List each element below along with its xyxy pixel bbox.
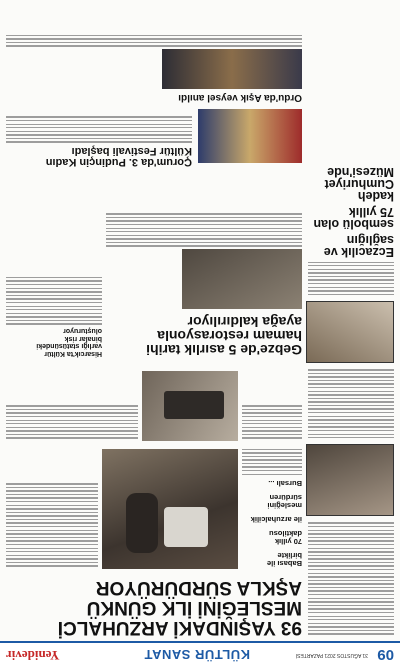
side-photo bbox=[306, 445, 394, 517]
main-column bbox=[6, 7, 302, 637]
text-line bbox=[6, 558, 98, 559]
deck-line: mesleğini sürdüren bbox=[267, 493, 302, 510]
text-line bbox=[242, 420, 302, 421]
corum-headline-line: Çorum'da 3. Pudinçin Kadın bbox=[45, 156, 192, 168]
text-line bbox=[308, 376, 394, 377]
text-line bbox=[242, 474, 302, 475]
text-line bbox=[6, 497, 98, 498]
gebze-headline bbox=[106, 211, 302, 357]
text-line bbox=[6, 548, 98, 549]
page-number: 09 bbox=[377, 646, 394, 663]
text-line bbox=[242, 463, 302, 464]
text-line bbox=[308, 394, 394, 395]
photo-figure bbox=[126, 493, 158, 553]
text-line bbox=[6, 512, 98, 513]
main-headline-line2: MESLEĞİNİ İLK GÜNKÜ bbox=[86, 597, 302, 618]
ezcaci-headline-line: sembolü olan 75 yıllık bbox=[313, 204, 394, 231]
text-line bbox=[6, 551, 98, 552]
main-photo bbox=[102, 449, 238, 569]
main-text-col bbox=[6, 481, 98, 569]
text-line bbox=[308, 287, 394, 288]
text-line bbox=[308, 434, 394, 435]
main-lower-row bbox=[6, 371, 302, 441]
deck-line: Babası ile birlikte bbox=[266, 551, 302, 568]
text-line bbox=[242, 416, 302, 417]
text-line bbox=[6, 437, 138, 438]
text-line bbox=[308, 272, 394, 273]
text-line bbox=[6, 508, 98, 509]
text-line bbox=[308, 537, 394, 538]
issue-date: 31 AĞUSTOS 2021 PAZARTESİ bbox=[295, 652, 368, 658]
typewriter-photo bbox=[142, 371, 238, 441]
text-line bbox=[6, 487, 98, 488]
text-line bbox=[242, 412, 302, 413]
ezcaci-headline-line: Eczacılık ve sağlığın bbox=[323, 232, 394, 259]
text-line bbox=[6, 284, 102, 285]
text-line bbox=[6, 544, 98, 545]
text-line bbox=[6, 505, 98, 506]
text-line bbox=[6, 519, 98, 520]
gebze-headline-line: hamam restorasyonla bbox=[157, 328, 302, 344]
text-line bbox=[308, 283, 394, 284]
text-line bbox=[6, 295, 102, 296]
text-line bbox=[6, 124, 192, 125]
text-line bbox=[6, 280, 102, 281]
text-line bbox=[308, 387, 394, 388]
text-line bbox=[6, 302, 102, 303]
text-line bbox=[6, 412, 138, 413]
text-line bbox=[6, 320, 102, 321]
body-text bbox=[308, 369, 394, 438]
text-line bbox=[6, 423, 138, 424]
text-line bbox=[6, 309, 102, 310]
text-line bbox=[308, 562, 394, 563]
body-text bbox=[242, 449, 302, 475]
text-line bbox=[308, 573, 394, 574]
main-headline-line1: 93 YAŞINDAKİ ARZUHALCİ bbox=[57, 617, 302, 638]
text-line bbox=[6, 291, 102, 292]
text-line bbox=[308, 373, 394, 374]
text-line bbox=[242, 430, 302, 431]
text-line bbox=[6, 35, 302, 36]
text-line bbox=[308, 598, 394, 599]
text-line bbox=[308, 548, 394, 549]
brand-logo: Yenidevir bbox=[6, 648, 60, 663]
main-deck bbox=[242, 446, 302, 569]
text-line bbox=[6, 313, 102, 314]
text-line bbox=[6, 515, 98, 516]
kicker-line: binalar risk bbox=[64, 335, 102, 342]
ordu-photo bbox=[162, 49, 302, 89]
body-text bbox=[6, 35, 302, 47]
festival-photo bbox=[198, 109, 302, 163]
text-line bbox=[6, 416, 138, 417]
kicker-line: Hisarcık'ta Kültür bbox=[44, 350, 102, 357]
text-line bbox=[308, 416, 394, 417]
text-line bbox=[6, 138, 192, 139]
side-column bbox=[308, 7, 394, 637]
text-line bbox=[308, 279, 394, 280]
text-line bbox=[6, 430, 138, 431]
text-line bbox=[6, 38, 302, 39]
body-text bbox=[6, 405, 138, 439]
photo-image bbox=[164, 507, 208, 547]
text-line bbox=[6, 490, 98, 491]
text-line bbox=[308, 623, 394, 624]
deck-line: Bursalı ... bbox=[268, 479, 302, 488]
text-line bbox=[308, 601, 394, 602]
body-text bbox=[106, 213, 302, 247]
ezcaci-headline bbox=[308, 166, 394, 258]
text-line bbox=[242, 423, 302, 424]
text-line bbox=[6, 323, 102, 324]
text-line bbox=[308, 576, 394, 577]
text-line bbox=[6, 494, 98, 495]
text-line bbox=[308, 616, 394, 617]
text-line bbox=[106, 245, 302, 246]
text-line bbox=[308, 523, 394, 524]
text-line bbox=[106, 242, 302, 243]
gebze-kicker bbox=[6, 275, 102, 357]
text-line bbox=[106, 220, 302, 221]
text-line bbox=[6, 42, 302, 43]
text-line bbox=[6, 409, 138, 410]
text-line bbox=[308, 380, 394, 381]
text-line bbox=[106, 224, 302, 225]
text-line bbox=[6, 533, 98, 534]
text-line bbox=[6, 427, 138, 428]
text-line bbox=[6, 537, 98, 538]
text-line bbox=[308, 262, 394, 263]
text-line bbox=[106, 235, 302, 236]
text-line bbox=[6, 116, 192, 117]
text-line bbox=[242, 405, 302, 406]
text-line bbox=[308, 565, 394, 566]
text-line bbox=[6, 127, 192, 128]
text-line bbox=[308, 608, 394, 609]
text-line bbox=[106, 217, 302, 218]
text-line bbox=[242, 456, 302, 457]
kadeh-photo bbox=[306, 301, 394, 363]
text-line bbox=[308, 580, 394, 581]
text-line bbox=[308, 558, 394, 559]
body-text bbox=[6, 277, 102, 325]
text-line bbox=[6, 530, 98, 531]
text-line bbox=[6, 141, 192, 142]
text-line bbox=[308, 405, 394, 406]
text-line bbox=[242, 449, 302, 450]
text-line bbox=[308, 587, 394, 588]
text-line bbox=[6, 306, 102, 307]
text-line bbox=[308, 290, 394, 291]
text-line bbox=[308, 630, 394, 631]
text-line bbox=[242, 470, 302, 471]
text-line bbox=[106, 228, 302, 229]
kicker-line: varlığı statüsündeki bbox=[36, 342, 102, 350]
page-header bbox=[0, 641, 400, 665]
text-line bbox=[308, 391, 394, 392]
deck-line: ile arzuhalcilik bbox=[250, 515, 302, 524]
main-headline bbox=[6, 577, 302, 637]
text-line bbox=[242, 434, 302, 435]
text-line bbox=[308, 419, 394, 420]
corum-story bbox=[6, 7, 302, 167]
text-line bbox=[6, 562, 98, 563]
text-line bbox=[308, 626, 394, 627]
text-line bbox=[6, 298, 102, 299]
body-text bbox=[308, 523, 394, 635]
text-line bbox=[6, 405, 138, 406]
text-line bbox=[308, 633, 394, 634]
text-line bbox=[308, 555, 394, 556]
text-line bbox=[242, 437, 302, 438]
body-text bbox=[6, 116, 192, 142]
text-line bbox=[106, 213, 302, 214]
text-line bbox=[308, 269, 394, 270]
text-line bbox=[308, 605, 394, 606]
section-title: KÜLTÜR SANAT bbox=[144, 647, 250, 662]
kicker-line: oluşturuyor bbox=[63, 327, 102, 335]
text-line bbox=[242, 459, 302, 460]
gebze-headline-line: Gebze'de 5 asırlık tarihi bbox=[146, 342, 302, 358]
text-line bbox=[6, 134, 192, 135]
gebze-headline-line: ayağa kaldırılıyor bbox=[187, 314, 302, 330]
text-line bbox=[6, 555, 98, 556]
text-line bbox=[308, 594, 394, 595]
text-line bbox=[6, 420, 138, 421]
hamam-photo bbox=[182, 249, 302, 309]
deck-line: 70 yıllık daktilosu bbox=[269, 529, 302, 546]
text-line bbox=[308, 533, 394, 534]
text-line bbox=[308, 526, 394, 527]
text-line bbox=[308, 294, 394, 295]
ordu-headline: Ordu'da Aşık veysel anıldı bbox=[178, 92, 302, 103]
text-line bbox=[6, 316, 102, 317]
text-line bbox=[6, 501, 98, 502]
text-line bbox=[106, 238, 302, 239]
text-line bbox=[6, 434, 138, 435]
body-text bbox=[308, 262, 394, 296]
main-headline-line3: AŞKLA SÜRDÜRÜYOR bbox=[95, 577, 302, 598]
text-line bbox=[308, 423, 394, 424]
text-line bbox=[308, 569, 394, 570]
text-line bbox=[6, 483, 98, 484]
text-line bbox=[6, 120, 192, 121]
text-line bbox=[6, 565, 98, 566]
text-line bbox=[106, 231, 302, 232]
main-story-body bbox=[6, 469, 302, 569]
text-line bbox=[6, 131, 192, 132]
text-line bbox=[6, 526, 98, 527]
text-line bbox=[6, 540, 98, 541]
text-line bbox=[308, 583, 394, 584]
text-line bbox=[308, 369, 394, 370]
body-text bbox=[6, 483, 98, 567]
text-line bbox=[308, 265, 394, 266]
text-line bbox=[308, 530, 394, 531]
text-line bbox=[308, 398, 394, 399]
text-line bbox=[308, 551, 394, 552]
body-text bbox=[242, 405, 302, 439]
gebze-story bbox=[6, 177, 302, 357]
text-line bbox=[308, 540, 394, 541]
text-line bbox=[308, 590, 394, 591]
text-line bbox=[6, 45, 302, 46]
text-line bbox=[308, 412, 394, 413]
text-line bbox=[308, 544, 394, 545]
text-line bbox=[308, 619, 394, 620]
text-line bbox=[308, 383, 394, 384]
text-line bbox=[308, 437, 394, 438]
text-line bbox=[308, 612, 394, 613]
text-line bbox=[308, 401, 394, 402]
text-line bbox=[242, 452, 302, 453]
text-line bbox=[308, 430, 394, 431]
text-line bbox=[6, 522, 98, 523]
text-line bbox=[242, 466, 302, 467]
text-line bbox=[308, 276, 394, 277]
text-line bbox=[242, 409, 302, 410]
text-line bbox=[242, 427, 302, 428]
ezcaci-headline-line: kadeh Cumhuriyet Müzesi'nde bbox=[324, 164, 394, 203]
text-line bbox=[308, 426, 394, 427]
text-line bbox=[6, 277, 102, 278]
text-line bbox=[308, 408, 394, 409]
corum-headline-line: Kültür Festivali başladı bbox=[71, 145, 192, 157]
ordu-story bbox=[6, 33, 302, 104]
text-line bbox=[6, 288, 102, 289]
